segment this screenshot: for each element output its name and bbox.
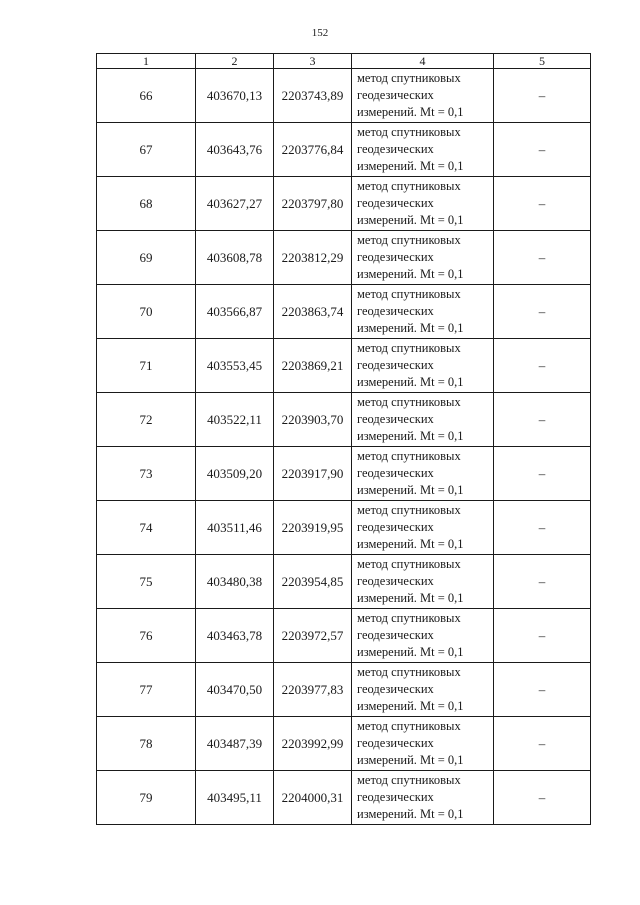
point-number-cell: 73 — [97, 447, 196, 501]
point-number-cell: 76 — [97, 609, 196, 663]
method-cell: метод спутниковых геодезических измерений. Mt = 0,1 — [352, 555, 494, 609]
x-coordinate-cell: 403670,13 — [196, 69, 274, 123]
note-cell: – — [494, 177, 591, 231]
point-number-cell: 71 — [97, 339, 196, 393]
y-coordinate-cell: 2203917,90 — [274, 447, 352, 501]
note-cell: – — [494, 501, 591, 555]
method-cell: метод спутниковых геодезических измерений. Mt = 0,1 — [352, 663, 494, 717]
note-cell: – — [494, 285, 591, 339]
x-coordinate-cell: 403509,20 — [196, 447, 274, 501]
note-cell: – — [494, 393, 591, 447]
x-coordinate-cell: 403522,11 — [196, 393, 274, 447]
note-cell: – — [494, 447, 591, 501]
y-coordinate-cell: 2204000,31 — [274, 771, 352, 825]
method-cell: метод спутниковых геодезических измерений. Mt = 0,1 — [352, 717, 494, 771]
y-coordinate-cell: 2203954,85 — [274, 555, 352, 609]
point-number-cell: 70 — [97, 285, 196, 339]
y-coordinate-cell: 2203812,29 — [274, 231, 352, 285]
y-coordinate-cell: 2203863,74 — [274, 285, 352, 339]
method-cell: метод спутниковых геодезических измерений. Mt = 0,1 — [352, 123, 494, 177]
note-cell: – — [494, 717, 591, 771]
table-row — [97, 339, 591, 393]
table-row — [97, 555, 591, 609]
x-coordinate-cell: 403627,27 — [196, 177, 274, 231]
x-coordinate-cell: 403643,76 — [196, 123, 274, 177]
point-number-cell: 78 — [97, 717, 196, 771]
column-header-1: 1 — [97, 54, 196, 69]
method-cell: метод спутниковых геодезических измерений. Mt = 0,1 — [352, 177, 494, 231]
note-cell: – — [494, 771, 591, 825]
x-coordinate-cell: 403480,38 — [196, 555, 274, 609]
table-row — [97, 177, 591, 231]
y-coordinate-cell: 2203869,21 — [274, 339, 352, 393]
x-coordinate-cell: 403566,87 — [196, 285, 274, 339]
table-row — [97, 501, 591, 555]
y-coordinate-cell: 2203992,99 — [274, 717, 352, 771]
table-row — [97, 285, 591, 339]
point-number-cell: 66 — [97, 69, 196, 123]
note-cell: – — [494, 69, 591, 123]
point-number-cell: 74 — [97, 501, 196, 555]
table-header-row — [97, 54, 591, 69]
y-coordinate-cell: 2203972,57 — [274, 609, 352, 663]
method-cell: метод спутниковых геодезических измерений. Mt = 0,1 — [352, 771, 494, 825]
y-coordinate-cell: 2203743,89 — [274, 69, 352, 123]
point-number-cell: 67 — [97, 123, 196, 177]
note-cell: – — [494, 555, 591, 609]
y-coordinate-cell: 2203977,83 — [274, 663, 352, 717]
column-header-2: 2 — [196, 54, 274, 69]
x-coordinate-cell: 403553,45 — [196, 339, 274, 393]
x-coordinate-cell: 403511,46 — [196, 501, 274, 555]
column-header-4: 4 — [352, 54, 494, 69]
method-cell: метод спутниковых геодезических измерений. Mt = 0,1 — [352, 285, 494, 339]
note-cell: – — [494, 663, 591, 717]
point-number-cell: 75 — [97, 555, 196, 609]
table-row — [97, 123, 591, 177]
table-row — [97, 609, 591, 663]
x-coordinate-cell: 403470,50 — [196, 663, 274, 717]
method-cell: метод спутниковых геодезических измерений. Mt = 0,1 — [352, 393, 494, 447]
coordinates-table — [96, 53, 591, 825]
method-cell: метод спутниковых геодезических измерений. Mt = 0,1 — [352, 231, 494, 285]
table-row — [97, 447, 591, 501]
table-row — [97, 231, 591, 285]
point-number-cell: 72 — [97, 393, 196, 447]
method-cell: метод спутниковых геодезических измерений. Mt = 0,1 — [352, 339, 494, 393]
note-cell: – — [494, 231, 591, 285]
y-coordinate-cell: 2203919,95 — [274, 501, 352, 555]
y-coordinate-cell: 2203903,70 — [274, 393, 352, 447]
table-row — [97, 393, 591, 447]
point-number-cell: 77 — [97, 663, 196, 717]
point-number-cell: 68 — [97, 177, 196, 231]
note-cell: – — [494, 609, 591, 663]
point-number-cell: 69 — [97, 231, 196, 285]
table-row — [97, 663, 591, 717]
page-number: 152 — [311, 27, 329, 39]
y-coordinate-cell: 2203776,84 — [274, 123, 352, 177]
note-cell: – — [494, 339, 591, 393]
x-coordinate-cell: 403463,78 — [196, 609, 274, 663]
x-coordinate-cell: 403487,39 — [196, 717, 274, 771]
method-cell: метод спутниковых геодезических измерений. Mt = 0,1 — [352, 501, 494, 555]
method-cell: метод спутниковых геодезических измерений. Mt = 0,1 — [352, 609, 494, 663]
x-coordinate-cell: 403495,11 — [196, 771, 274, 825]
note-cell: – — [494, 123, 591, 177]
x-coordinate-cell: 403608,78 — [196, 231, 274, 285]
table-row — [97, 771, 591, 825]
table-row — [97, 717, 591, 771]
column-header-5: 5 — [494, 54, 591, 69]
table-body — [97, 69, 591, 825]
method-cell: метод спутниковых геодезических измерений. Mt = 0,1 — [352, 447, 494, 501]
method-cell: метод спутниковых геодезических измерений. Mt = 0,1 — [352, 69, 494, 123]
table-row — [97, 69, 591, 123]
point-number-cell: 79 — [97, 771, 196, 825]
column-header-3: 3 — [274, 54, 352, 69]
y-coordinate-cell: 2203797,80 — [274, 177, 352, 231]
